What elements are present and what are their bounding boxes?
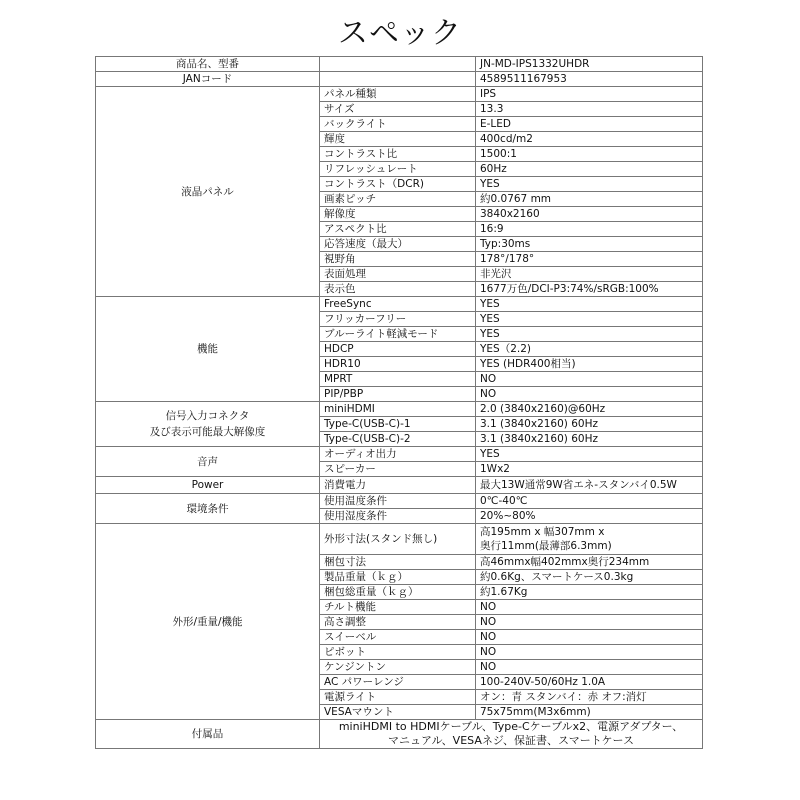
sub-label: バックライト <box>320 117 476 132</box>
value-text: 2.0 (3840x2160)@60Hz <box>480 403 606 415</box>
sub-label: PIP/PBP <box>320 387 476 402</box>
sub-label: 消費電力 <box>320 477 476 494</box>
category-text: 外形/重量/機能 <box>172 615 243 628</box>
sub-label: 梱包寸法 <box>320 555 476 570</box>
spec-value <box>476 447 703 462</box>
sub-label: フリッカーフリー <box>320 312 476 327</box>
spec-row <box>96 87 703 102</box>
accessories-label: 付属品 <box>96 720 320 749</box>
sub-label: miniHDMI <box>320 402 476 417</box>
spec-value <box>476 357 703 372</box>
value-text: 1500:1 <box>480 148 517 160</box>
value-text: 約0.0767 mm <box>480 193 552 205</box>
spec-row <box>96 402 703 417</box>
spec-value <box>476 282 703 297</box>
spec-value <box>476 690 703 705</box>
value-text: 非光沢 <box>480 268 512 280</box>
row-label: JANコード <box>96 72 320 87</box>
empty-cell <box>320 57 476 72</box>
sub-label: 応答速度（最大） <box>320 237 476 252</box>
spec-value <box>476 192 703 207</box>
sub-label: 視野角 <box>320 252 476 267</box>
category-text: 環境条件 <box>186 502 229 515</box>
spec-value <box>476 585 703 600</box>
value-text: 高46mmx幅402mmx奥行234mm <box>480 556 650 568</box>
spec-value <box>476 494 703 509</box>
sub-label: チルト機能 <box>320 600 476 615</box>
value-text: 75x75mm(M3x6mm) <box>480 706 591 718</box>
row-value: JN-MD-IPS1332UHDR <box>476 57 703 72</box>
value-text: 0℃-40℃ <box>480 495 528 507</box>
value-text: 約0.6Kg、スマートケース0.3kg <box>480 571 634 583</box>
sub-label: 表示色 <box>320 282 476 297</box>
spec-value <box>476 237 703 252</box>
spec-value <box>476 372 703 387</box>
value-text: NO <box>480 601 497 613</box>
accessories-value <box>320 720 703 749</box>
spec-value <box>476 660 703 675</box>
value-text: 高195mm x 幅307mm x <box>480 526 605 538</box>
spec-value <box>476 222 703 237</box>
sub-label: FreeSync <box>320 297 476 312</box>
spec-value <box>476 132 703 147</box>
spec-value <box>476 342 703 357</box>
sub-label: オーディオ出力 <box>320 447 476 462</box>
sub-label: 製品重量（ｋｇ） <box>320 570 476 585</box>
empty-cell <box>320 72 476 87</box>
spec-value <box>476 402 703 417</box>
spec-value <box>476 509 703 524</box>
spec-value <box>476 417 703 432</box>
spec-value <box>476 555 703 570</box>
sub-label: スイーベル <box>320 630 476 645</box>
category-text: 液晶パネル <box>181 185 234 198</box>
category-text: 機能 <box>197 343 218 355</box>
sub-label: アスペクト比 <box>320 222 476 237</box>
value-text: 1Wx2 <box>480 463 510 475</box>
accessories-row <box>96 720 703 749</box>
spec-value <box>476 267 703 282</box>
value-text: NO <box>480 631 497 643</box>
spec-row <box>96 447 703 462</box>
spec-value <box>476 102 703 117</box>
category-label <box>96 297 320 402</box>
sub-label: 解像度 <box>320 207 476 222</box>
value-text: YES <box>480 448 500 460</box>
value-text-2: 奥行11mm(最薄部6.3mm) <box>480 540 612 552</box>
category-text: Power <box>191 479 224 491</box>
spec-value <box>476 207 703 222</box>
category-text-2: 及び表示可能最大解像度 <box>149 426 266 438</box>
spec-value <box>476 177 703 192</box>
value-text: YES <box>480 328 500 340</box>
value-text: 最大13W通常9W省エネ-スタンバイ0.5W <box>480 479 677 491</box>
spec-value <box>476 705 703 720</box>
sub-label: リフレッシュレート <box>320 162 476 177</box>
spec-value <box>476 387 703 402</box>
sub-label: Type-C(USB-C)-2 <box>320 432 476 447</box>
spec-value <box>476 477 703 494</box>
value-text: YES <box>480 178 500 190</box>
value-text: オン：青 スタンバイ：赤 オフ:消灯 <box>480 691 647 703</box>
spec-row <box>96 524 703 555</box>
value-text: YES（2.2) <box>480 343 532 355</box>
spec-row <box>96 72 703 87</box>
row-value: 4589511167953 <box>476 72 703 87</box>
sub-label: 外形寸法(スタンド無し) <box>320 524 476 555</box>
sub-label: Type-C(USB-C)-1 <box>320 417 476 432</box>
value-text: 20%~80% <box>480 510 536 522</box>
sub-label: パネル種類 <box>320 87 476 102</box>
category-label <box>96 402 320 447</box>
spec-value <box>476 312 703 327</box>
spec-row <box>96 57 703 72</box>
value-text: YES (HDR400相当) <box>480 358 576 370</box>
sub-label: ケンジントン <box>320 660 476 675</box>
value-text: NO <box>480 661 497 673</box>
spec-value <box>476 675 703 690</box>
value-text: 400cd/m2 <box>480 133 533 145</box>
category-label <box>96 87 320 297</box>
category-label <box>96 524 320 720</box>
sub-label: 輝度 <box>320 132 476 147</box>
value-text: YES <box>480 313 500 325</box>
value-text: 3.1 (3840x2160) 60Hz <box>480 418 598 430</box>
sub-label: 高さ調整 <box>320 615 476 630</box>
sub-label: 表面処理 <box>320 267 476 282</box>
accessories-line-1: miniHDMI to HDMIケーブル、Type-Cケーブルx2、電源アダプター、 <box>338 720 684 733</box>
sub-label: 画素ピッチ <box>320 192 476 207</box>
value-text: E-LED <box>480 118 511 130</box>
sub-label: 使用温度条件 <box>320 494 476 509</box>
value-text: NO <box>480 616 497 628</box>
sub-label: スピーカー <box>320 462 476 477</box>
value-text: YES <box>480 298 500 310</box>
spec-value <box>476 117 703 132</box>
value-text: 60Hz <box>480 163 507 175</box>
spec-value <box>476 524 703 555</box>
spec-value <box>476 462 703 477</box>
sub-label: コントラスト（DCR) <box>320 177 476 192</box>
value-text: 16:9 <box>480 223 504 235</box>
spec-value <box>476 570 703 585</box>
sub-label: 電源ライト <box>320 690 476 705</box>
spec-value <box>476 252 703 267</box>
value-text: 約1.67Kg <box>480 586 528 598</box>
spec-table <box>95 56 703 749</box>
sub-label: サイズ <box>320 102 476 117</box>
sub-label: 梱包総重量（ｋｇ） <box>320 585 476 600</box>
value-text: 178°/178° <box>480 253 535 265</box>
spec-row <box>96 297 703 312</box>
sub-label: コントラスト比 <box>320 147 476 162</box>
value-text: IPS <box>480 88 497 100</box>
value-text: NO <box>480 646 497 658</box>
sub-label: 使用湿度条件 <box>320 509 476 524</box>
spec-value <box>476 432 703 447</box>
spec-value <box>476 645 703 660</box>
value-text: NO <box>480 373 497 385</box>
sub-label: MPRT <box>320 372 476 387</box>
sub-label: HDR10 <box>320 357 476 372</box>
value-text: 1677万色/DCI-P3:74%/sRGB:100% <box>480 283 659 295</box>
value-text: Typ:30ms <box>480 238 531 250</box>
spec-value <box>476 297 703 312</box>
spec-value <box>476 600 703 615</box>
category-label <box>96 447 320 477</box>
spec-row <box>96 494 703 509</box>
spec-value <box>476 147 703 162</box>
spec-value <box>476 87 703 102</box>
spec-row <box>96 477 703 494</box>
spec-value <box>476 615 703 630</box>
value-text: 3.1 (3840x2160) 60Hz <box>480 433 598 445</box>
category-text: 音声 <box>197 455 218 468</box>
page-title: スペック <box>338 16 462 51</box>
spec-value <box>476 630 703 645</box>
category-text: 信号入力コネクタ <box>165 410 250 422</box>
value-text: 13.3 <box>480 103 504 115</box>
category-label <box>96 477 320 494</box>
spec-value <box>476 327 703 342</box>
value-text: 100-240V-50/60Hz 1.0A <box>480 676 606 688</box>
row-label: 商品名、型番 <box>96 57 320 72</box>
sub-label: AC パワーレンジ <box>320 675 476 690</box>
sub-label: HDCP <box>320 342 476 357</box>
category-label <box>96 494 320 524</box>
value-text: 3840x2160 <box>480 208 540 220</box>
sub-label: VESAマウント <box>320 705 476 720</box>
value-text: NO <box>480 388 497 400</box>
accessories-line-2: マニュアル、VESAネジ、保証書、スマートケース <box>388 734 634 747</box>
spec-value <box>476 162 703 177</box>
sub-label: ピボット <box>320 645 476 660</box>
sub-label: ブルーライト軽減モード <box>320 327 476 342</box>
